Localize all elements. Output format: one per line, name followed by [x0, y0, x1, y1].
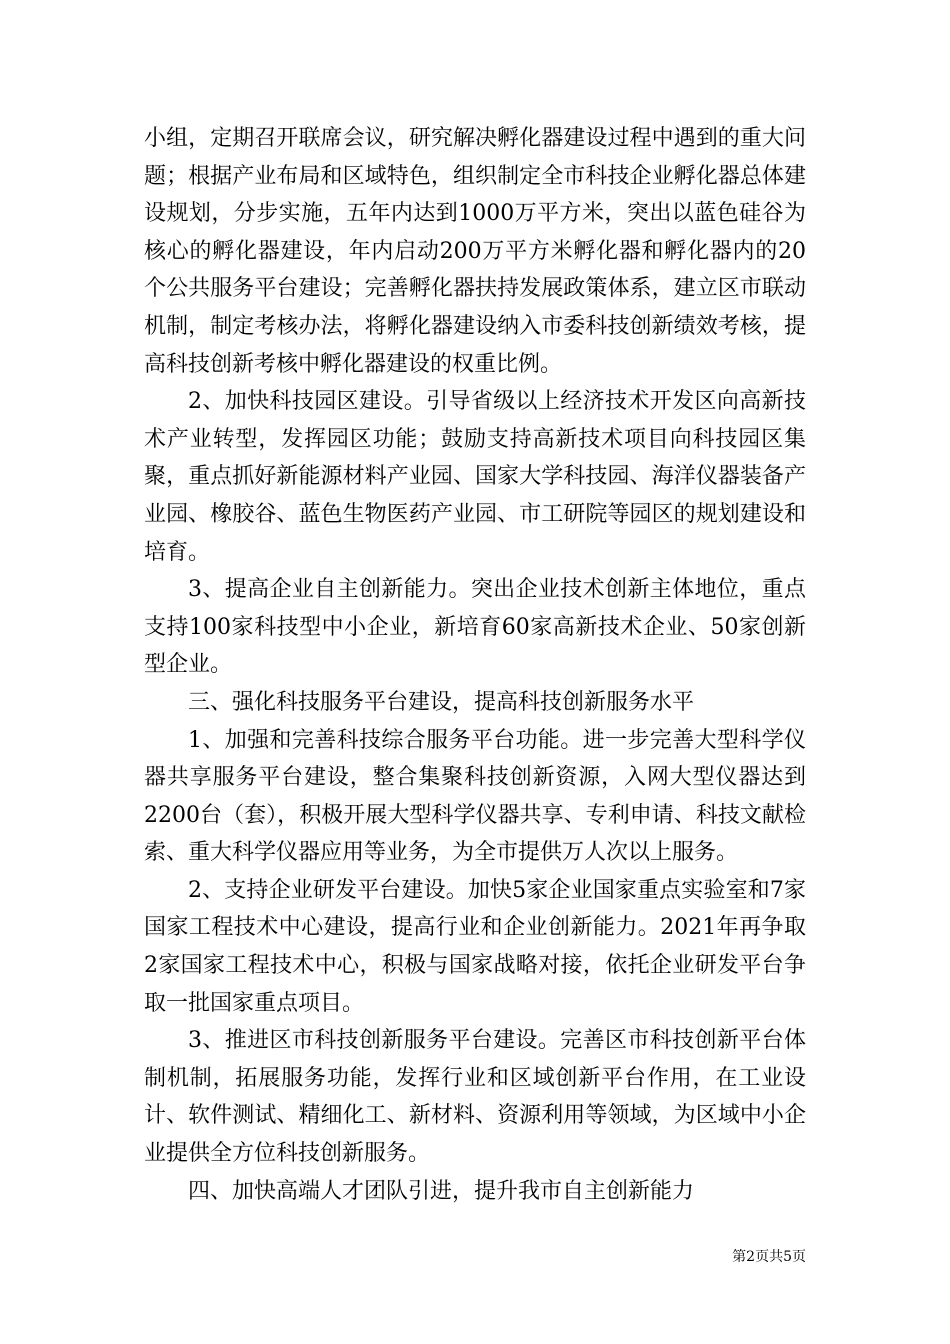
page-number: 第2页共5页 — [732, 1249, 806, 1265]
section-heading-service-platforms: 三、强化科技服务平台建设，提高科技创新服务水平 — [188, 689, 695, 715]
section-heading-talent-teams: 四、加快高端人才团队引进，提升我市自主创新能力 — [188, 1178, 695, 1204]
paragraph-science-parks: 2、加快科技园区建设。引导省级以上经济技术开发区向高新技术产业转型，发挥园区功能；鼓励支持高新技术项目向科技园区集聚，重点抓好新能源材料产业园、国家大学科技园、海洋仪器装备产业园、橡胶谷、蓝色生物医药产业园、市工研院等园区的规划建设和培育。 — [144, 389, 806, 565]
paragraph-incubator-leadership: 小组，定期召开联席会议，研究解决孵化器建设过程中遇到的重大问题；根据产业布局和区域特色，组织制定全市科技企业孵化器总体建设规划，分步实施，五年内达到1000万平方米，突出以蓝色硅谷为核心的孵化器建设，年内启动200万平方米孵化器和孵化器内的20个公共服务平台建设；完善孵化器扶持发展政策体系，建立区市联动机制，制定考核办法，将孵化器建设纳入市委科技创新绩效考核，提高科技创新考核中孵化器建设的权重比例。 — [144, 126, 806, 377]
paragraph-enterprise-innovation: 3、提高企业自主创新能力。突出企业技术创新主体地位，重点支持100家科技型中小企业，新培育60家高新技术企业、50家创新型企业。 — [144, 577, 806, 678]
paragraph-rd-platforms: 2、支持企业研发平台建设。加快5家企业国家重点实验室和7家国家工程技术中心建设，提高行业和企业创新能力。2021年再争取2家国家工程技术中心，积极与国家战略对接，依托企业研发平台争取一批国家重点项目。 — [144, 877, 806, 1016]
paragraph-comprehensive-platform: 1、加强和完善科技综合服务平台功能。进一步完善大型科学仪器共享服务平台建设，整合集聚科技创新资源，入网大型仪器达到2200台（套），积极开展大型科学仪器共享、专利申请、科技文献检索、重大科学仪器应用等业务，为全市提供万人次以上服务。 — [144, 727, 806, 866]
paragraph-district-platforms: 3、推进区市科技创新服务平台建设。完善区市科技创新平台体制机制，拓展服务功能，发挥行业和区域创新平台作用，在工业设计、软件测试、精细化工、新材料、资源利用等领域，为区域中小企业提供全方位科技创新服务。 — [144, 1028, 806, 1167]
document-body — [144, 120, 806, 1210]
